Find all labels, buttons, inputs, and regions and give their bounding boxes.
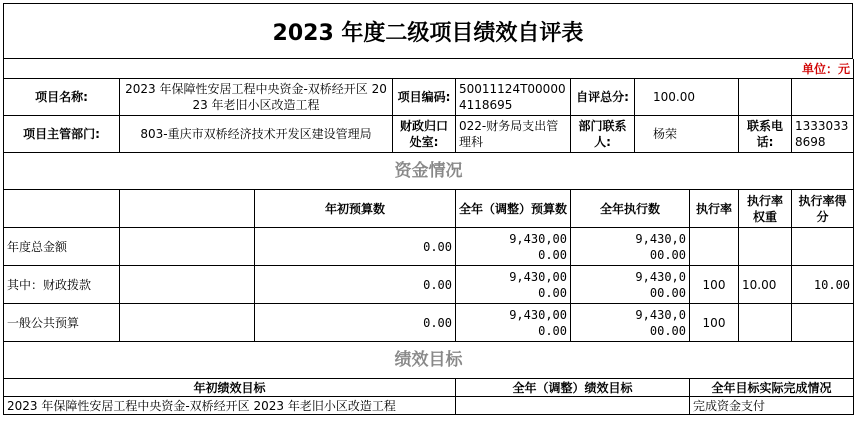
evaluation-table xyxy=(3,59,854,415)
initial-budget-value: 0.00 xyxy=(255,304,456,342)
project-code-value: 50011124T000004118695 xyxy=(456,79,571,116)
executed-value: 9,430,000.00 xyxy=(571,266,690,304)
exec-score-value xyxy=(792,304,854,342)
phone-value: 13330338698 xyxy=(792,116,854,153)
exec-rate-value: 100 xyxy=(690,304,739,342)
perf-section-title: 绩效目标 xyxy=(4,342,854,379)
exec-rate-value: 100 xyxy=(690,266,739,304)
table-row xyxy=(4,304,854,342)
row-label: 一般公共预算 xyxy=(4,304,120,342)
project-name-label: 项目名称: xyxy=(4,79,120,116)
table-row xyxy=(4,228,854,266)
exec-score-value: 10.00 xyxy=(792,266,854,304)
phone-label: 联系电话: xyxy=(739,116,792,153)
adjusted-budget-value: 9,430,000.00 xyxy=(456,228,571,266)
empty-cell xyxy=(120,266,255,304)
empty-cell xyxy=(120,228,255,266)
funds-section-title: 资金情况 xyxy=(4,153,854,190)
row-label: 其中：财政拨款 xyxy=(4,266,120,304)
actual-completion-header: 全年目标实际完成情况 xyxy=(690,379,854,397)
exec-weight-value xyxy=(739,304,792,342)
adjusted-budget-value: 9,430,000.00 xyxy=(456,266,571,304)
actual-completion-value: 完成资金支付 xyxy=(690,397,854,415)
exec-weight-header: 执行率权重 xyxy=(739,190,792,228)
contact-label: 部门联系人: xyxy=(571,116,635,153)
row-label: 年度总金额 xyxy=(4,228,120,266)
empty-cell xyxy=(739,79,792,116)
exec-weight-value xyxy=(739,228,792,266)
initial-budget-header: 年初预算数 xyxy=(255,190,456,228)
executed-value: 9,430,000.00 xyxy=(571,304,690,342)
form-title: 2023 年度二级项目绩效自评表 xyxy=(3,3,853,59)
contact-value: 杨荣 xyxy=(635,116,739,153)
table-row xyxy=(4,266,854,304)
initial-budget-value: 0.00 xyxy=(255,228,456,266)
empty-cell xyxy=(4,190,120,228)
table-row xyxy=(4,397,854,415)
executed-value: 9,430,000.00 xyxy=(571,228,690,266)
adjusted-budget-header: 全年（调整）预算数 xyxy=(456,190,571,228)
empty-cell xyxy=(120,190,255,228)
initial-budget-value: 0.00 xyxy=(255,266,456,304)
self-score-label: 自评总分: xyxy=(571,79,635,116)
exec-rate-header: 执行率 xyxy=(690,190,739,228)
adjusted-goal-value xyxy=(456,397,690,415)
executed-header: 全年执行数 xyxy=(571,190,690,228)
adjusted-budget-value: 9,430,000.00 xyxy=(456,304,571,342)
exec-weight-value: 10.00 xyxy=(739,266,792,304)
empty-cell xyxy=(792,79,854,116)
empty-cell xyxy=(120,304,255,342)
exec-rate-value xyxy=(690,228,739,266)
finance-value: 022-财务局支出管理科 xyxy=(456,116,571,153)
project-code-label: 项目编码: xyxy=(393,79,456,116)
dept-label: 项目主管部门: xyxy=(4,116,120,153)
exec-score-value xyxy=(792,228,854,266)
project-name-value: 2023 年保障性安居工程中央资金-双桥经开区 2023 年老旧小区改造工程 xyxy=(120,79,393,116)
finance-label: 财政归口处室: xyxy=(393,116,456,153)
adjusted-goal-header: 全年（调整）绩效目标 xyxy=(456,379,690,397)
exec-score-header: 执行率得分 xyxy=(792,190,854,228)
initial-goal-header: 年初绩效目标 xyxy=(4,379,456,397)
self-score-value: 100.00 xyxy=(635,79,739,116)
initial-goal-value: 2023 年保障性安居工程中央资金-双桥经开区 2023 年老旧小区改造工程 xyxy=(4,397,456,415)
dept-value: 803-重庆市双桥经济技术开发区建设管理局 xyxy=(120,116,393,153)
unit-label: 单位：元 xyxy=(4,59,854,79)
